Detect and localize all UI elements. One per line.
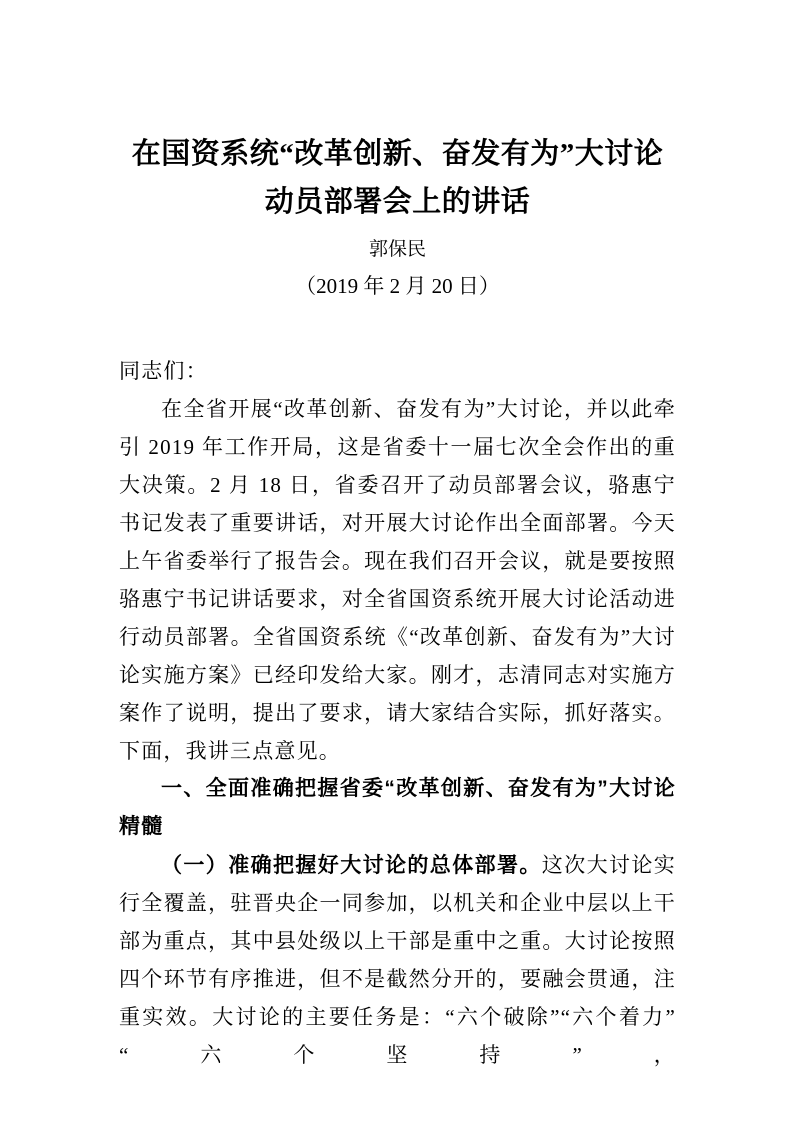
paragraph-sub1 [119,846,676,1074]
title-line-1: 在国资系统“改革创新、奋发有为”大讨论 [131,138,664,170]
paragraph-opening: 在全省开展“改革创新、奋发有为”大讨论，并以此牵引 2019 年工作开局，这是省委十一届七次全会作出的重大决策。2 月 18 日，省委召开了动员部署会议，骆惠宁书记发表了重要讲话，对开展大讨论作出全面部署。今天上午省委举行了报告会。现在我们召开会议，就是要按照骆惠宁书记讲话要求，对全省国资系统开展大讨论活动进行动员部署。全省国资系统《“改革创新、奋发有为”大讨论实施方案》已经印发给大家。刚才，志清同志对实施方案作了说明，提出了要求，请大家结合实际，抓好落实。下面，我讲三点意见。 [119,397,676,763]
sub-paragraph-text: 这次大讨论实行全覆盖，驻晋央企一同参加，以机关和企业中层以上干部为重点，其中县处级以上干部是重中之重。大讨论按照四个环节有序推进，但不是截然分开的，要融会贯通，注重实效。大讨论的主要任务是：“六个破除”“六个着力”“六个坚持”， [119,853,676,1067]
salutation: 同志们： [119,359,208,383]
title-line-2: 动员部署会上的讲话 [264,186,531,218]
section-heading-1: 一、全面准确把握省委“改革创新、奋发有为”大讨论精髓 [119,777,676,838]
sub-heading-lead: （一）准确把握好大讨论的总体部署。 [161,853,542,877]
date-line: （2019 年 2 月 20 日） [295,274,500,298]
document-title [119,130,676,226]
author-name: 郭保民 [368,239,426,260]
document-body [119,352,676,1074]
